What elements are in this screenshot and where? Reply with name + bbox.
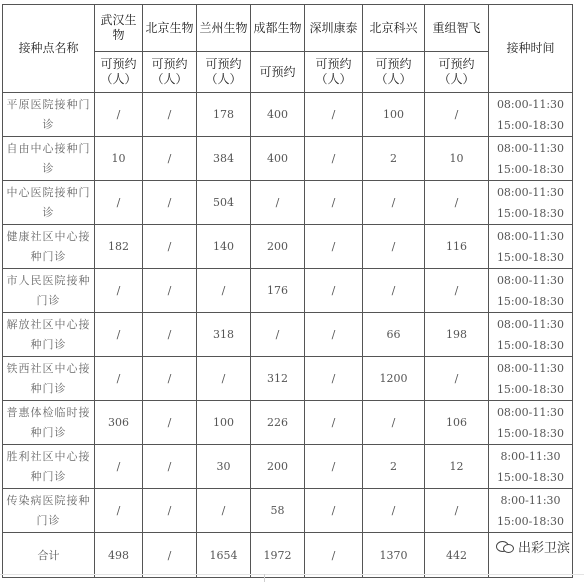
- watermark-text: 出彩卫滨: [517, 541, 570, 556]
- availability-cell: /: [305, 225, 363, 269]
- total-cell: 1972: [251, 533, 305, 578]
- availability-cell: 100: [363, 93, 425, 137]
- availability-cell: 10: [95, 137, 143, 181]
- sub-header: 可预约（人）: [143, 52, 197, 93]
- time-slot: 15:00-18:30: [496, 382, 565, 396]
- table-row: [3, 269, 573, 313]
- availability-cell: 198: [425, 313, 489, 357]
- time-cell: [489, 401, 573, 445]
- sub-header: 可预约（人）: [363, 52, 425, 93]
- availability-cell: 1200: [363, 357, 425, 401]
- sub-header: 可预约: [251, 52, 305, 93]
- availability-cell: /: [363, 269, 425, 313]
- availability-cell: /: [425, 181, 489, 225]
- availability-cell: /: [305, 489, 363, 533]
- time-cell: [489, 93, 573, 137]
- time-slot: 15:00-18:30: [496, 294, 565, 308]
- total-label: 合计: [3, 533, 95, 578]
- availability-cell: /: [95, 489, 143, 533]
- time-cell: [489, 489, 573, 533]
- availability-cell: /: [197, 357, 251, 401]
- time-slot: 15:00-18:30: [496, 426, 565, 440]
- mfr-header-sinovac: 北京科兴: [363, 5, 425, 52]
- mfr-header-lanzhou: 兰州生物: [197, 5, 251, 52]
- table-row: [3, 445, 573, 489]
- time-slot: 15:00-18:30: [496, 514, 565, 528]
- availability-cell: 30: [197, 445, 251, 489]
- site-name-cell: 解放社区中心接种门诊: [3, 313, 95, 357]
- availability-cell: /: [95, 313, 143, 357]
- availability-cell: /: [305, 445, 363, 489]
- sub-header: 可预约（人）: [425, 52, 489, 93]
- total-cell: 1370: [363, 533, 425, 578]
- availability-cell: /: [425, 93, 489, 137]
- table-row: [3, 93, 573, 137]
- table-row: [3, 401, 573, 445]
- site-name-cell: 平原医院接种门诊: [3, 93, 95, 137]
- availability-cell: 12: [425, 445, 489, 489]
- site-name-cell: 普惠体检临时接种门诊: [3, 401, 95, 445]
- sub-header: 可预约（人）: [197, 52, 251, 93]
- availability-cell: 400: [251, 93, 305, 137]
- availability-cell: /: [305, 137, 363, 181]
- table-row: [3, 181, 573, 225]
- mfr-header-wuhan: 武汉生物: [95, 5, 143, 52]
- time-cell: [489, 269, 573, 313]
- time-cell: [489, 445, 573, 489]
- time-cell: [489, 181, 573, 225]
- table-row: [3, 313, 573, 357]
- total-cell: 442: [425, 533, 489, 578]
- time-slot: 8:00-11:30: [500, 493, 561, 507]
- availability-cell: 106: [425, 401, 489, 445]
- sub-header: 可预约（人）: [305, 52, 363, 93]
- vaccination-table-sheet: [2, 4, 582, 570]
- availability-cell: 2: [363, 445, 425, 489]
- availability-cell: /: [425, 489, 489, 533]
- table-row: [3, 225, 573, 269]
- availability-cell: 66: [363, 313, 425, 357]
- availability-cell: 306: [95, 401, 143, 445]
- total-cell: /: [305, 533, 363, 578]
- availability-cell: 116: [425, 225, 489, 269]
- total-row: [3, 533, 573, 578]
- availability-cell: /: [143, 225, 197, 269]
- time-slot: 15:00-18:30: [496, 206, 565, 220]
- time-column-header: 接种时间: [489, 5, 573, 93]
- availability-cell: /: [197, 489, 251, 533]
- availability-cell: 58: [251, 489, 305, 533]
- time-slot: 8:00-11:30: [500, 449, 561, 463]
- availability-cell: 384: [197, 137, 251, 181]
- availability-cell: 182: [95, 225, 143, 269]
- availability-cell: 10: [425, 137, 489, 181]
- availability-cell: /: [143, 357, 197, 401]
- time-slot: 08:00-11:30: [496, 405, 565, 419]
- site-name-cell: 传染病医院接种门诊: [3, 489, 95, 533]
- time-cell: [489, 357, 573, 401]
- availability-cell: /: [143, 313, 197, 357]
- availability-cell: /: [143, 137, 197, 181]
- availability-cell: 176: [251, 269, 305, 313]
- site-name-cell: 健康社区中心接种门诊: [3, 225, 95, 269]
- site-column-header: 接种点名称: [3, 5, 95, 93]
- availability-cell: /: [95, 445, 143, 489]
- watermark: [496, 537, 570, 556]
- table-row: [3, 489, 573, 533]
- availability-cell: /: [305, 181, 363, 225]
- availability-cell: /: [95, 357, 143, 401]
- availability-cell: /: [95, 269, 143, 313]
- availability-cell: /: [363, 225, 425, 269]
- time-slot: 08:00-11:30: [496, 185, 565, 199]
- time-slot: 08:00-11:30: [496, 317, 565, 331]
- availability-cell: /: [305, 269, 363, 313]
- wechat-icon: [496, 540, 514, 554]
- time-slot: 15:00-18:30: [496, 470, 565, 484]
- time-cell: [489, 225, 573, 269]
- availability-cell: /: [305, 401, 363, 445]
- availability-cell: /: [197, 269, 251, 313]
- mfr-header-zhifei: 重组智飞: [425, 5, 489, 52]
- availability-cell: /: [95, 93, 143, 137]
- table-row: [3, 357, 573, 401]
- mfr-header-chengdu: 成都生物: [251, 5, 305, 52]
- availability-cell: /: [425, 269, 489, 313]
- sub-header: 可预约（人）: [95, 52, 143, 93]
- availability-cell: /: [143, 401, 197, 445]
- time-slot: 08:00-11:30: [496, 97, 565, 111]
- site-name-cell: 市人民医院接种门诊: [3, 269, 95, 313]
- mfr-header-shenzhen: 深圳康泰: [305, 5, 363, 52]
- total-cell: /: [143, 533, 197, 578]
- site-name-cell: 中心医院接种门诊: [3, 181, 95, 225]
- availability-cell: 178: [197, 93, 251, 137]
- time-slot: 15:00-18:30: [496, 338, 565, 352]
- total-cell: 1654: [197, 533, 251, 578]
- time-cell: [489, 313, 573, 357]
- availability-cell: /: [251, 313, 305, 357]
- time-slot: 08:00-11:30: [496, 141, 565, 155]
- availability-cell: 226: [251, 401, 305, 445]
- availability-cell: /: [305, 313, 363, 357]
- availability-cell: /: [305, 357, 363, 401]
- vaccination-table: [2, 4, 573, 578]
- availability-cell: /: [143, 269, 197, 313]
- availability-cell: 504: [197, 181, 251, 225]
- availability-cell: 140: [197, 225, 251, 269]
- availability-cell: /: [143, 93, 197, 137]
- site-name-cell: 自由中心接种门诊: [3, 137, 95, 181]
- availability-cell: 2: [363, 137, 425, 181]
- availability-cell: 318: [197, 313, 251, 357]
- time-cell: [489, 137, 573, 181]
- availability-cell: /: [143, 181, 197, 225]
- availability-cell: 400: [251, 137, 305, 181]
- bottom-divider: [0, 574, 584, 575]
- time-slot: 08:00-11:30: [496, 273, 565, 287]
- availability-cell: /: [363, 401, 425, 445]
- time-slot: 08:00-11:30: [496, 229, 565, 243]
- availability-cell: /: [251, 181, 305, 225]
- time-slot: 15:00-18:30: [496, 250, 565, 264]
- site-name-cell: 铁西社区中心接种门诊: [3, 357, 95, 401]
- availability-cell: /: [305, 93, 363, 137]
- time-slot: 15:00-18:30: [496, 162, 565, 176]
- table-row: [3, 137, 573, 181]
- site-name-cell: 胜利社区中心接种门诊: [3, 445, 95, 489]
- bottom-tick: [264, 574, 265, 582]
- total-cell: 498: [95, 533, 143, 578]
- availability-cell: /: [425, 357, 489, 401]
- time-slot: 15:00-18:30: [496, 118, 565, 132]
- availability-cell: 200: [251, 445, 305, 489]
- mfr-header-beijing: 北京生物: [143, 5, 197, 52]
- availability-cell: /: [143, 489, 197, 533]
- availability-cell: 100: [197, 401, 251, 445]
- availability-cell: /: [95, 181, 143, 225]
- availability-cell: /: [143, 445, 197, 489]
- availability-cell: /: [363, 181, 425, 225]
- availability-cell: 312: [251, 357, 305, 401]
- availability-cell: 200: [251, 225, 305, 269]
- time-slot: 08:00-11:30: [496, 361, 565, 375]
- availability-cell: /: [363, 489, 425, 533]
